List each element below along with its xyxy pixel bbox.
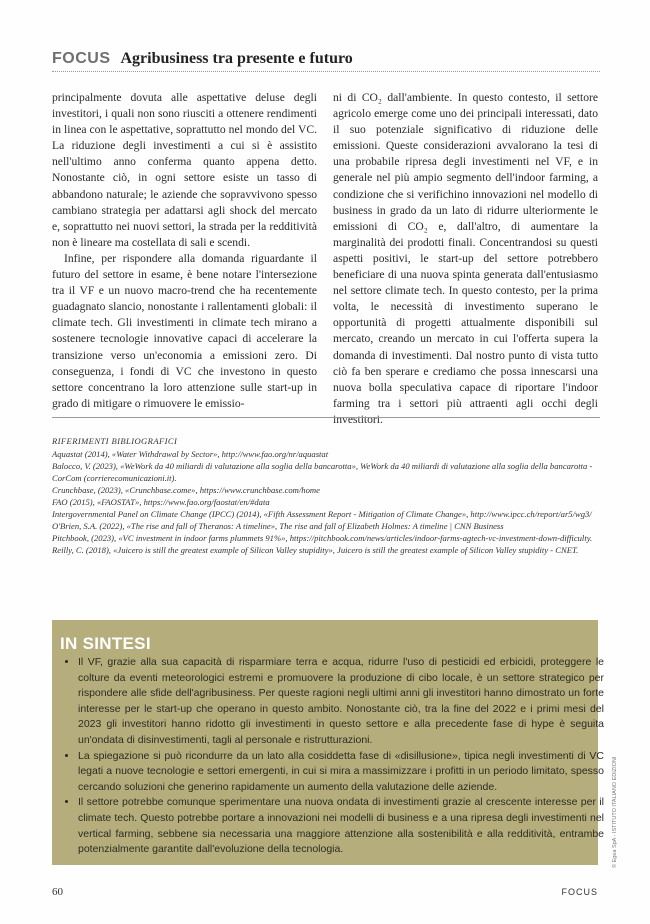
references-divider bbox=[52, 417, 600, 418]
reference-entry: Balocco, V. (2023), «WeWork da 40 miliardi di valutazione alla soglia della bancarotta», WeWork da 40 miliardi di valutazione alla soglia della bancarotta - CorCom (corrierecomunicazioni.it). bbox=[52, 461, 593, 483]
header-divider bbox=[52, 71, 600, 72]
references-section bbox=[52, 435, 600, 556]
running-header bbox=[52, 50, 600, 72]
summary-list bbox=[62, 655, 604, 858]
body-paragraph: ni di CO₂ dall'ambiente. In questo contesto, il settore agricolo emerge come uno dei principali interessati, dato il suo potenziale significativo di riduzione delle emissioni. Queste considerazioni avvalorano la tesi di una probabile ripresa degli investimenti nel VF, e in generale nel più ampio segmento dell'indoor farming, a condizione che si verifichino innovazioni nel modello di business in grado da un lato di ridurre ulteriormente le emissioni di CO₂ e, dall'altro, di aumentare la marginalità dei prodotti finali. Concentrandosi su questi aspetti positivi, le start-up del settore potrebbero beneficiare di una nuova spinta generata dall'entusiasmo nel settore climate tech. In questo contesto, per la prima volta, le necessità di investimento superano le opportunità di progetti attualmente disponibili sul mercato, creando un mercato in cui l'offerta supera la domanda di investimenti. Dal nostro punto di vista tutto ciò fa ben sperare e crediamo che possa innescarsi una nuova bolla speculativa capace di riportare l'indoor farming tra i settori più attraenti agli occhi degli investitori. bbox=[333, 91, 598, 426]
references-title: RIFERIMENTI BIBLIOGRAFICI bbox=[52, 436, 178, 446]
reference-entry: Crunchbase, (2023), «Crunchbase.come», https://www.crunchbase.com/home bbox=[52, 485, 320, 495]
reference-entry: Aquastat (2014), «Water Withdrawal by Sector», http://www.fao.org/nr/aquastat bbox=[52, 449, 329, 459]
page-number: 60 bbox=[52, 886, 63, 898]
summary-box bbox=[52, 620, 604, 865]
reference-entry: FAO (2015), «FAOSTAT», https://www.fao.org/faostat/en/#data bbox=[52, 497, 270, 507]
reference-entry: Reilly, C. (2018), «Juicero is still the greatest example of Silicon Valley stupidity», Juicero is still the greatest example of Silicon Valley stupidity - CNET. bbox=[52, 545, 579, 555]
reference-entry: Intergovernmental Panel on Climate Change (IPCC) (2014), «Fifth Assessment Report - Mitigation of Climate Change», http://www.ipcc.ch/report/ar5/wg3/ bbox=[52, 509, 592, 519]
summary-bullet: • Il VF, grazie alla sua capacità di risparmiare terra e acqua, ridurre l'uso di pesticidi ed erbicidi, proteggere le colture da eventi meteorologici estremi e promuovere la produzione di cibo locale, è un settore strategico per rispondere alle sfide dell'agribusiness. Per queste ragioni negli ultimi anni gli investitori hanno dimostrato un forte interesse per le start-up che operano in questo ambito. Nonostante ciò, tra la fine del 2022 e i primi mesi del 2023 gli investitori hanno ridotto gli investimenti in questo settore e alla precedente fase di hype è seguita un'ondata di disinvestimenti, tagli al personale e ristrutturazioni. bbox=[78, 655, 604, 749]
right-text-column bbox=[333, 90, 598, 428]
body-paragraph: Infine, per rispondere alla domanda riguardante il futuro del settore in esame, è bene notare l'intersezione tra il VF e un nuovo macro-trend che ha recentemente guadagnato slancio, nonostante i rallentamenti globali: il climate tech. Gli investimenti in climate tech mirano a sostenere tecnologie innovative capaci di accelerare la transizione verso un'economia a emissioni zero. Di conseguenza, i fondi di VC che investono in questo settore concentrano la loro attenzione sulle start-up in grado di mitigare o rimuovere le emissio- bbox=[52, 251, 317, 410]
summary-title: IN SINTESI bbox=[60, 634, 151, 653]
footer-section-label: FOCUS bbox=[561, 887, 598, 897]
body-paragraph: principalmente dovuta alle aspettative deluse degli investitori, i quali non sono riusciti a ottenere rendimenti in linea con le aspettative, soprattutto nel mondo del VC. La riduzione degli investimenti a cui si è assistito nell'ultimo anno conferma quanto appena detto. Nonostante ciò, in ogni settore esiste un tasso di abbandono naturale; le aziende che sopravvivono spesso cambiano strategia per adattarsi agli shock del mercato e, soprattutto nei nuovi settori, la strada per la redditività non è lineare ma costellata di sali e scendi. bbox=[52, 91, 317, 249]
article-title: Agribusiness tra presente e futuro bbox=[120, 50, 353, 67]
section-kicker: FOCUS bbox=[52, 50, 111, 67]
reference-entry: Pitchbook, (2023), «VC investment in indoor farms plummets 91%», https://pitchbook.com/news/articles/indoor-farms-agtech-vc-investment-down-difficulty. bbox=[52, 533, 593, 543]
summary-bullet: • La spiegazione si può ricondurre da un lato alla cosiddetta fase di «disillusione», tipica negli investimenti di VC legati a nuove tecnologie e settori emergenti, in cui si mira a massimizzare i profitti in un periodo limitato, spesso cercando soluzioni che generino rapidamente un aumento della valutazione delle aziende. bbox=[78, 749, 604, 796]
copyright-credit: © Egea SpA - ISTITUTO ITALIANO EDIZIONI bbox=[612, 756, 618, 868]
reference-entry: O'Brien, S.A. (2022), «The rise and fall of Theranos: A timeline», The rise and fall of Elizabeth Holmes: A timeline | CNN Business bbox=[52, 521, 504, 531]
summary-bullet: • Il settore potrebbe comunque sperimentare una nuova ondata di investimenti grazie al crescente interesse per il climate tech. Questo potrebbe portare a innovazioni nei modelli di business e a una ripresa degli investimenti nel vertical farming, sebbene sia necessaria una maggiore attenzione alla sostenibilità e alla redditività, entrambe potenzialmente garantite dall'evoluzione della tecnologia. bbox=[78, 795, 604, 857]
left-text-column bbox=[52, 90, 317, 412]
